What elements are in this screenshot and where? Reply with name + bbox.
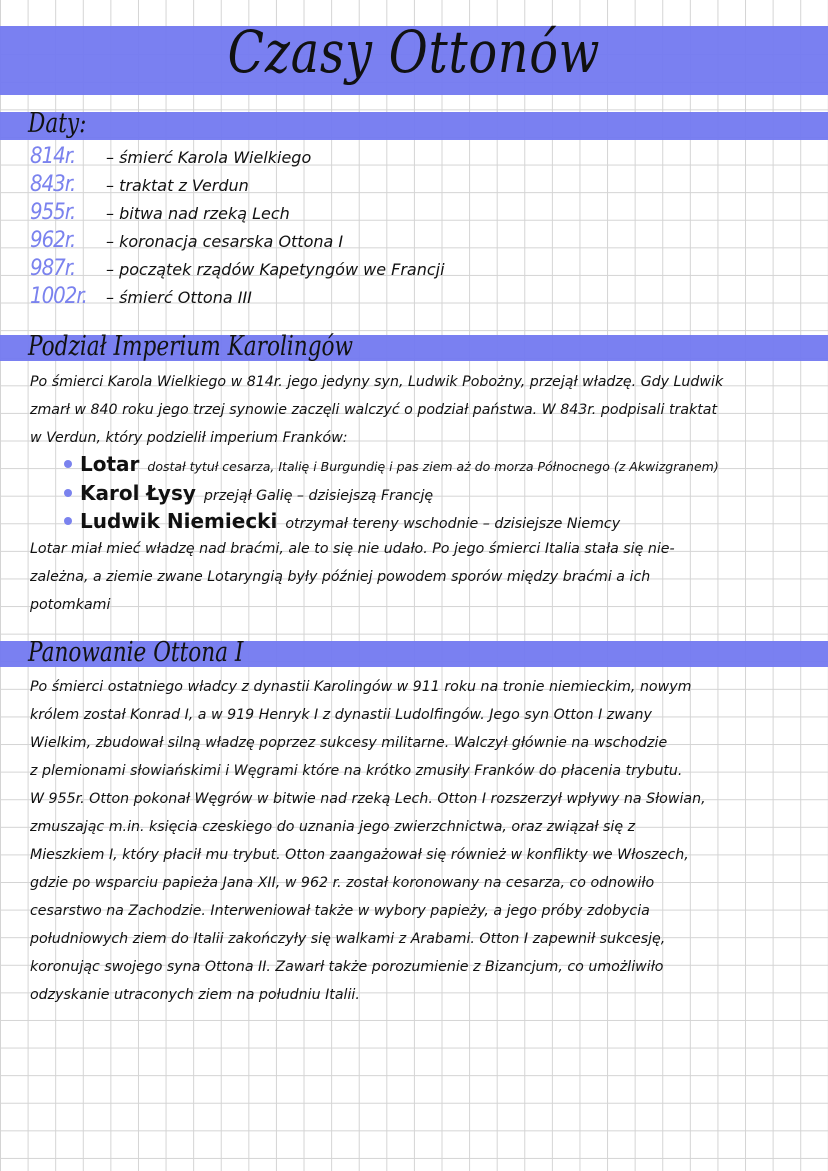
page-title: Czasy Ottonów: [227, 18, 601, 86]
paragraph-line: Po śmierci ostatniego władcy z dynastii Karolingów w 911 roku na tronie niemieckim, nowym: [30, 679, 692, 695]
dates-heading: Daty:: [28, 108, 87, 139]
date-year: 1002r.: [30, 284, 87, 309]
paragraph-line: z plemionami słowiańskimi i Węgrami które na krótko zmusiły Franków do płacenia trybutu.: [30, 763, 683, 779]
date-item: [30, 200, 290, 228]
bullet-item: [64, 452, 719, 476]
paragraph-line: gdzie po wsparciu papieża Jana XII, w 962 r. został koronowany na cesarza, co odnowiło: [30, 875, 655, 891]
date-year: 814r.: [30, 144, 76, 169]
date-item: [30, 144, 311, 172]
paragraph-line: zależna, a ziemie zwane Lotaryngią były później powodem sporów między braćmi a ich: [30, 569, 651, 585]
paragraph-line: w Verdun, który podzielił imperium Franków:: [30, 430, 348, 446]
date-item: [30, 172, 249, 200]
paragraph-line: zmarł w 840 roku jego trzej synowie zaczęli walczyć o podział państwa. W 843r. podpisali traktat: [30, 402, 718, 418]
date-item: [30, 228, 343, 256]
date-text: – śmierć Ottona III: [106, 288, 252, 307]
date-text: – śmierć Karola Wielkiego: [106, 148, 312, 167]
bullet-dot-icon: [64, 517, 72, 525]
date-year: 962r.: [30, 228, 76, 253]
bullet-text: otrzymał tereny wschodnie – dzisiejsze Niemcy: [285, 516, 621, 532]
paragraph-line: południowych ziem do Italii zakończyły się walkami z Arabami. Otton I zapewnił sukcesję,: [30, 931, 666, 947]
paragraph-line: koronując swojego syna Ottona II. Zawarł także porozumienie z Bizancjum, co umożliwiło: [30, 959, 664, 975]
bullet-item: [64, 481, 433, 505]
dates-band: [0, 112, 828, 140]
section1-heading: Podział Imperium Karolingów: [28, 331, 354, 362]
date-text: – traktat z Verdun: [106, 176, 249, 195]
date-text: – bitwa nad rzeką Lech: [106, 204, 290, 223]
date-item: [30, 284, 252, 312]
paragraph-line: Wielkim, zbudował silną władzę poprzez sukcesy militarne. Walczył głównie na wschodzie: [30, 735, 668, 751]
date-year: 987r.: [30, 256, 76, 281]
paragraph-line: Lotar miał mieć władzę nad braćmi, ale to się nie udało. Po jego śmierci Italia stała się nie-: [30, 541, 675, 557]
paragraph-line: cesarstwo na Zachodzie. Interweniował także w wybory papieży, a jego próby zdobycia: [30, 903, 650, 919]
bullet-name: Karol Łysy: [80, 481, 196, 505]
bullet-text: przejął Galię – dzisiejszą Francję: [203, 488, 434, 504]
date-year: 843r.: [30, 172, 76, 197]
bullet-text: dostał tytuł cesarza, Italię i Burgundię i pas ziem aż do morza Północnego (z Akwizgranem): [147, 459, 719, 474]
bullet-item: [64, 509, 620, 533]
bullet-name: Lotar: [80, 452, 140, 476]
date-text: – początek rządów Kapetyngów we Francji: [106, 260, 445, 279]
bullet-name: Ludwik Niemiecki: [80, 509, 278, 533]
date-item: [30, 256, 445, 284]
paragraph-line: Po śmierci Karola Wielkiego w 814r. jego jedyny syn, Ludwik Pobożny, przejął władzę. Gdy Ludwik: [30, 374, 724, 390]
paragraph-line: królem został Konrad I, a w 919 Henryk I z dynastii Ludolfingów. Jego syn Otton I zwany: [30, 707, 652, 723]
bullet-dot-icon: [64, 489, 72, 497]
section2-heading: Panowanie Ottona I: [28, 637, 244, 668]
paragraph-line: odzyskanie utraconych ziem na południu Italii.: [30, 987, 360, 1003]
bullet-dot-icon: [64, 460, 72, 468]
date-text: – koronacja cesarska Ottona I: [106, 232, 344, 251]
date-year: 955r.: [30, 200, 76, 225]
paragraph-line: W 955r. Otton pokonał Węgrów w bitwie nad rzeką Lech. Otton I rozszerzył wpływy na Słowian,: [30, 791, 706, 807]
paragraph-line: potomkami: [30, 597, 111, 613]
paragraph-line: zmuszając m.in. księcia czeskiego do uznania jego zwierzchnictwa, oraz związał się z: [30, 819, 636, 835]
paragraph-line: Mieszkiem I, który płacił mu trybut. Otton zaangażował się również w konflikty we Włoszech,: [30, 847, 689, 863]
